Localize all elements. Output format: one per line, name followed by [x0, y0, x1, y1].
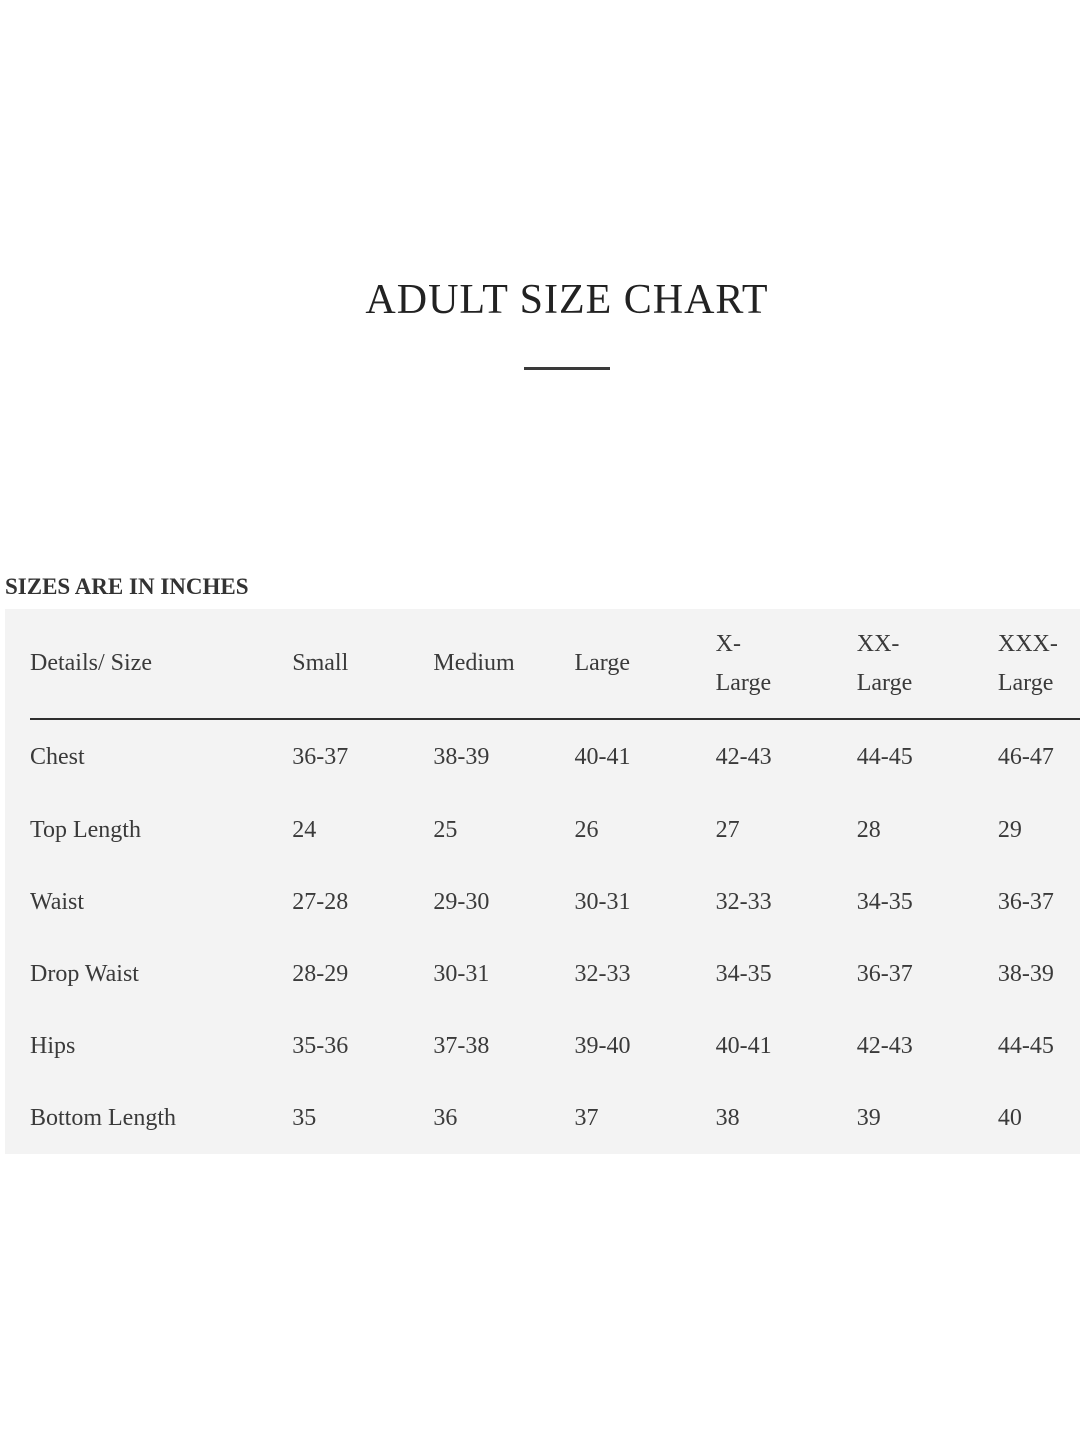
column-header-xxx-large: XXX- Large	[998, 609, 1080, 719]
column-header-large: Large	[574, 609, 715, 719]
table-cell: 42-43	[856, 1032, 913, 1059]
size-table	[30, 609, 1080, 1154]
table-cell: 42-43	[715, 743, 772, 770]
table-cell: 35-36	[292, 1032, 349, 1059]
table-cell: 32-33	[715, 888, 772, 915]
row-label-drop-waist: Drop Waist	[30, 960, 139, 987]
table-cell: 37-38	[433, 1032, 490, 1059]
table-cell: 30-31	[433, 960, 490, 987]
column-header-details: Details/ Size	[30, 609, 292, 719]
row-label-chest: Chest	[30, 743, 85, 770]
table-cell: 40-41	[715, 1032, 772, 1059]
column-header-small: Small	[292, 609, 433, 719]
title-divider	[524, 367, 610, 370]
table-cell: 40-41	[574, 743, 631, 770]
column-header-x-large: X- Large	[716, 609, 857, 719]
table-cell: 36-37	[856, 960, 913, 987]
table-cell: 29	[997, 816, 1022, 843]
table-cell: 36-37	[292, 743, 349, 770]
table-cell: 36-37	[997, 888, 1054, 915]
table-row	[30, 938, 1080, 1010]
table-cell: 44-45	[856, 743, 913, 770]
row-label-bottom-length: Bottom Length	[30, 1104, 176, 1131]
table-cell: 39	[856, 1104, 881, 1131]
table-row	[30, 794, 1080, 866]
page-title: ADULT SIZE CHART	[365, 277, 769, 323]
table-cell: 38-39	[997, 960, 1054, 987]
table-row	[30, 1010, 1080, 1082]
table-cell: 38	[715, 1104, 740, 1131]
table-cell: 36	[433, 1104, 458, 1131]
table-cell: 38-39	[433, 743, 490, 770]
table-cell: 34-35	[715, 960, 772, 987]
table-cell: 39-40	[574, 1032, 631, 1059]
table-cell: 37	[574, 1104, 599, 1131]
row-label-waist: Waist	[30, 888, 85, 915]
table-cell: 32-33	[574, 960, 631, 987]
table-cell: 35	[292, 1104, 317, 1131]
table-cell: 34-35	[856, 888, 913, 915]
row-label-hips: Hips	[30, 1032, 76, 1059]
column-header-medium: Medium	[433, 609, 574, 719]
column-header-xx-large: XX- Large	[857, 609, 998, 719]
table-cell: 27-28	[292, 888, 349, 915]
table-cell: 46-47	[997, 743, 1054, 770]
table-cell: 27	[715, 816, 740, 843]
table-cell: 30-31	[574, 888, 631, 915]
table-cell: 28	[856, 816, 881, 843]
table-cell: 29-30	[433, 888, 490, 915]
table-cell: 40	[997, 1104, 1022, 1131]
units-note: SIZES ARE IN INCHES	[5, 574, 249, 599]
table-cell: 28-29	[292, 960, 349, 987]
table-cell: 44-45	[997, 1032, 1054, 1059]
table-header-row	[30, 609, 1080, 719]
row-label-top-length: Top Length	[30, 816, 141, 843]
table-cell: 26	[574, 816, 599, 843]
table-cell: 24	[292, 816, 317, 843]
size-table-panel	[5, 609, 1080, 1154]
table-cell: 25	[433, 816, 458, 843]
table-row	[30, 719, 1080, 794]
table-row	[30, 866, 1080, 938]
table-row	[30, 1082, 1080, 1154]
